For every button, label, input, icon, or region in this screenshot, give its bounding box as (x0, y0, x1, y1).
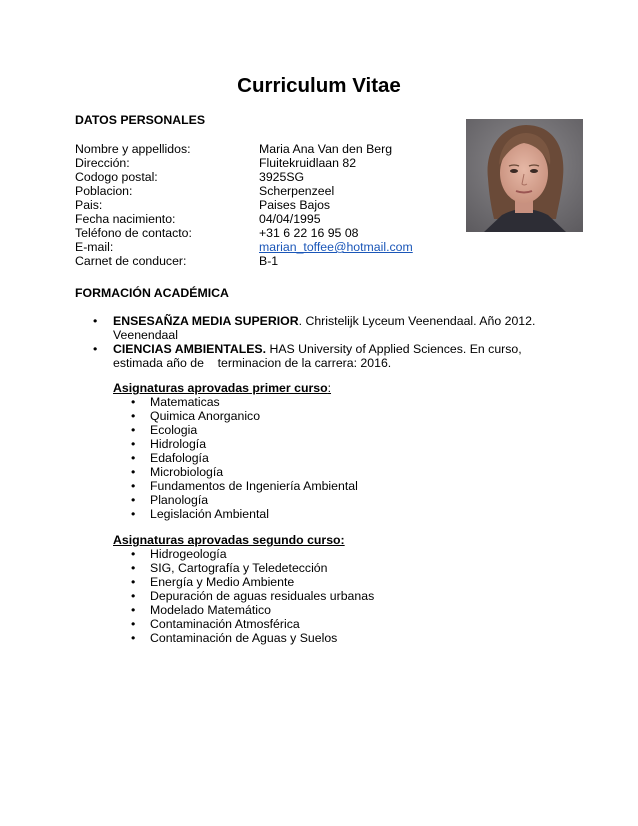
row-value: +31 6 22 16 95 08 (259, 226, 359, 240)
bullet-icon: • (131, 465, 136, 479)
bullet-icon: • (131, 507, 136, 521)
row-label: Dirección: (75, 156, 130, 170)
row-value: Fluitekruidlaan 82 (259, 156, 357, 170)
bullet-icon: • (131, 423, 136, 437)
row-label: Nombre y appellidos: (75, 142, 191, 156)
row-label: Poblacion: (75, 184, 133, 198)
education-detail: . Christelijk Lyceum Veenendaal. Año 2012. Veenendaal (113, 314, 536, 342)
bullet-icon: • (131, 451, 136, 465)
row-value: 04/04/1995 (259, 212, 321, 226)
bullet-icon: • (131, 631, 136, 645)
education-item (93, 342, 563, 370)
bullet-icon: • (131, 409, 136, 423)
personal-data-heading: DATOS PERSONALES (75, 113, 206, 127)
bullet-icon: • (131, 603, 136, 617)
bullet-icon: • (131, 575, 136, 589)
education-title: ENSESAÑZA MEDIA SUPERIOR (113, 314, 299, 328)
education-title: CIENCIAS AMBIENTALES. (113, 342, 267, 356)
first-year-heading (113, 381, 331, 395)
profile-photo (466, 119, 583, 232)
row-value: Maria Ana Van den Berg (259, 142, 393, 156)
row-value: 3925SG (259, 170, 305, 184)
bullet-icon: • (131, 493, 136, 507)
education-item (93, 314, 563, 342)
first-year-heading-text: Asignaturas aprovadas primer curso (113, 381, 328, 395)
row-label: Fecha nacimiento: (75, 212, 176, 226)
education-detail: HAS University of Applied Sciences. En curso, estimada año de terminacion de la carrera: 2016. (113, 342, 526, 370)
bullet-icon: • (131, 561, 136, 575)
row-label: E-mail: (75, 240, 114, 254)
education-heading: FORMACIÓN ACADÉMICA (75, 286, 229, 300)
row-label: Pais: (75, 198, 103, 212)
bullet-icon: • (93, 342, 98, 356)
row-label: Carnet de conducer: (75, 254, 187, 268)
bullet-icon: • (131, 589, 136, 603)
row-label: Codogo postal: (75, 170, 158, 184)
bullet-icon: • (93, 314, 98, 328)
email-link[interactable]: marian_toffee@hotmail.com (259, 240, 413, 254)
bullet-icon: • (131, 617, 136, 631)
second-year-heading: Asignaturas aprovadas segundo curso: (113, 533, 345, 547)
row-value: B-1 (259, 254, 279, 268)
row-label: Teléfono de contacto: (75, 226, 192, 240)
bullet-icon: • (131, 547, 136, 561)
row-value: Paises Bajos (259, 198, 331, 212)
bullet-icon: • (131, 437, 136, 451)
row-value: Scherpenzeel (259, 184, 335, 198)
bullet-icon: • (131, 395, 136, 409)
page-title: Curriculum Vitae (237, 74, 401, 97)
bullet-icon: • (131, 479, 136, 493)
heading-colon: : (327, 381, 332, 395)
